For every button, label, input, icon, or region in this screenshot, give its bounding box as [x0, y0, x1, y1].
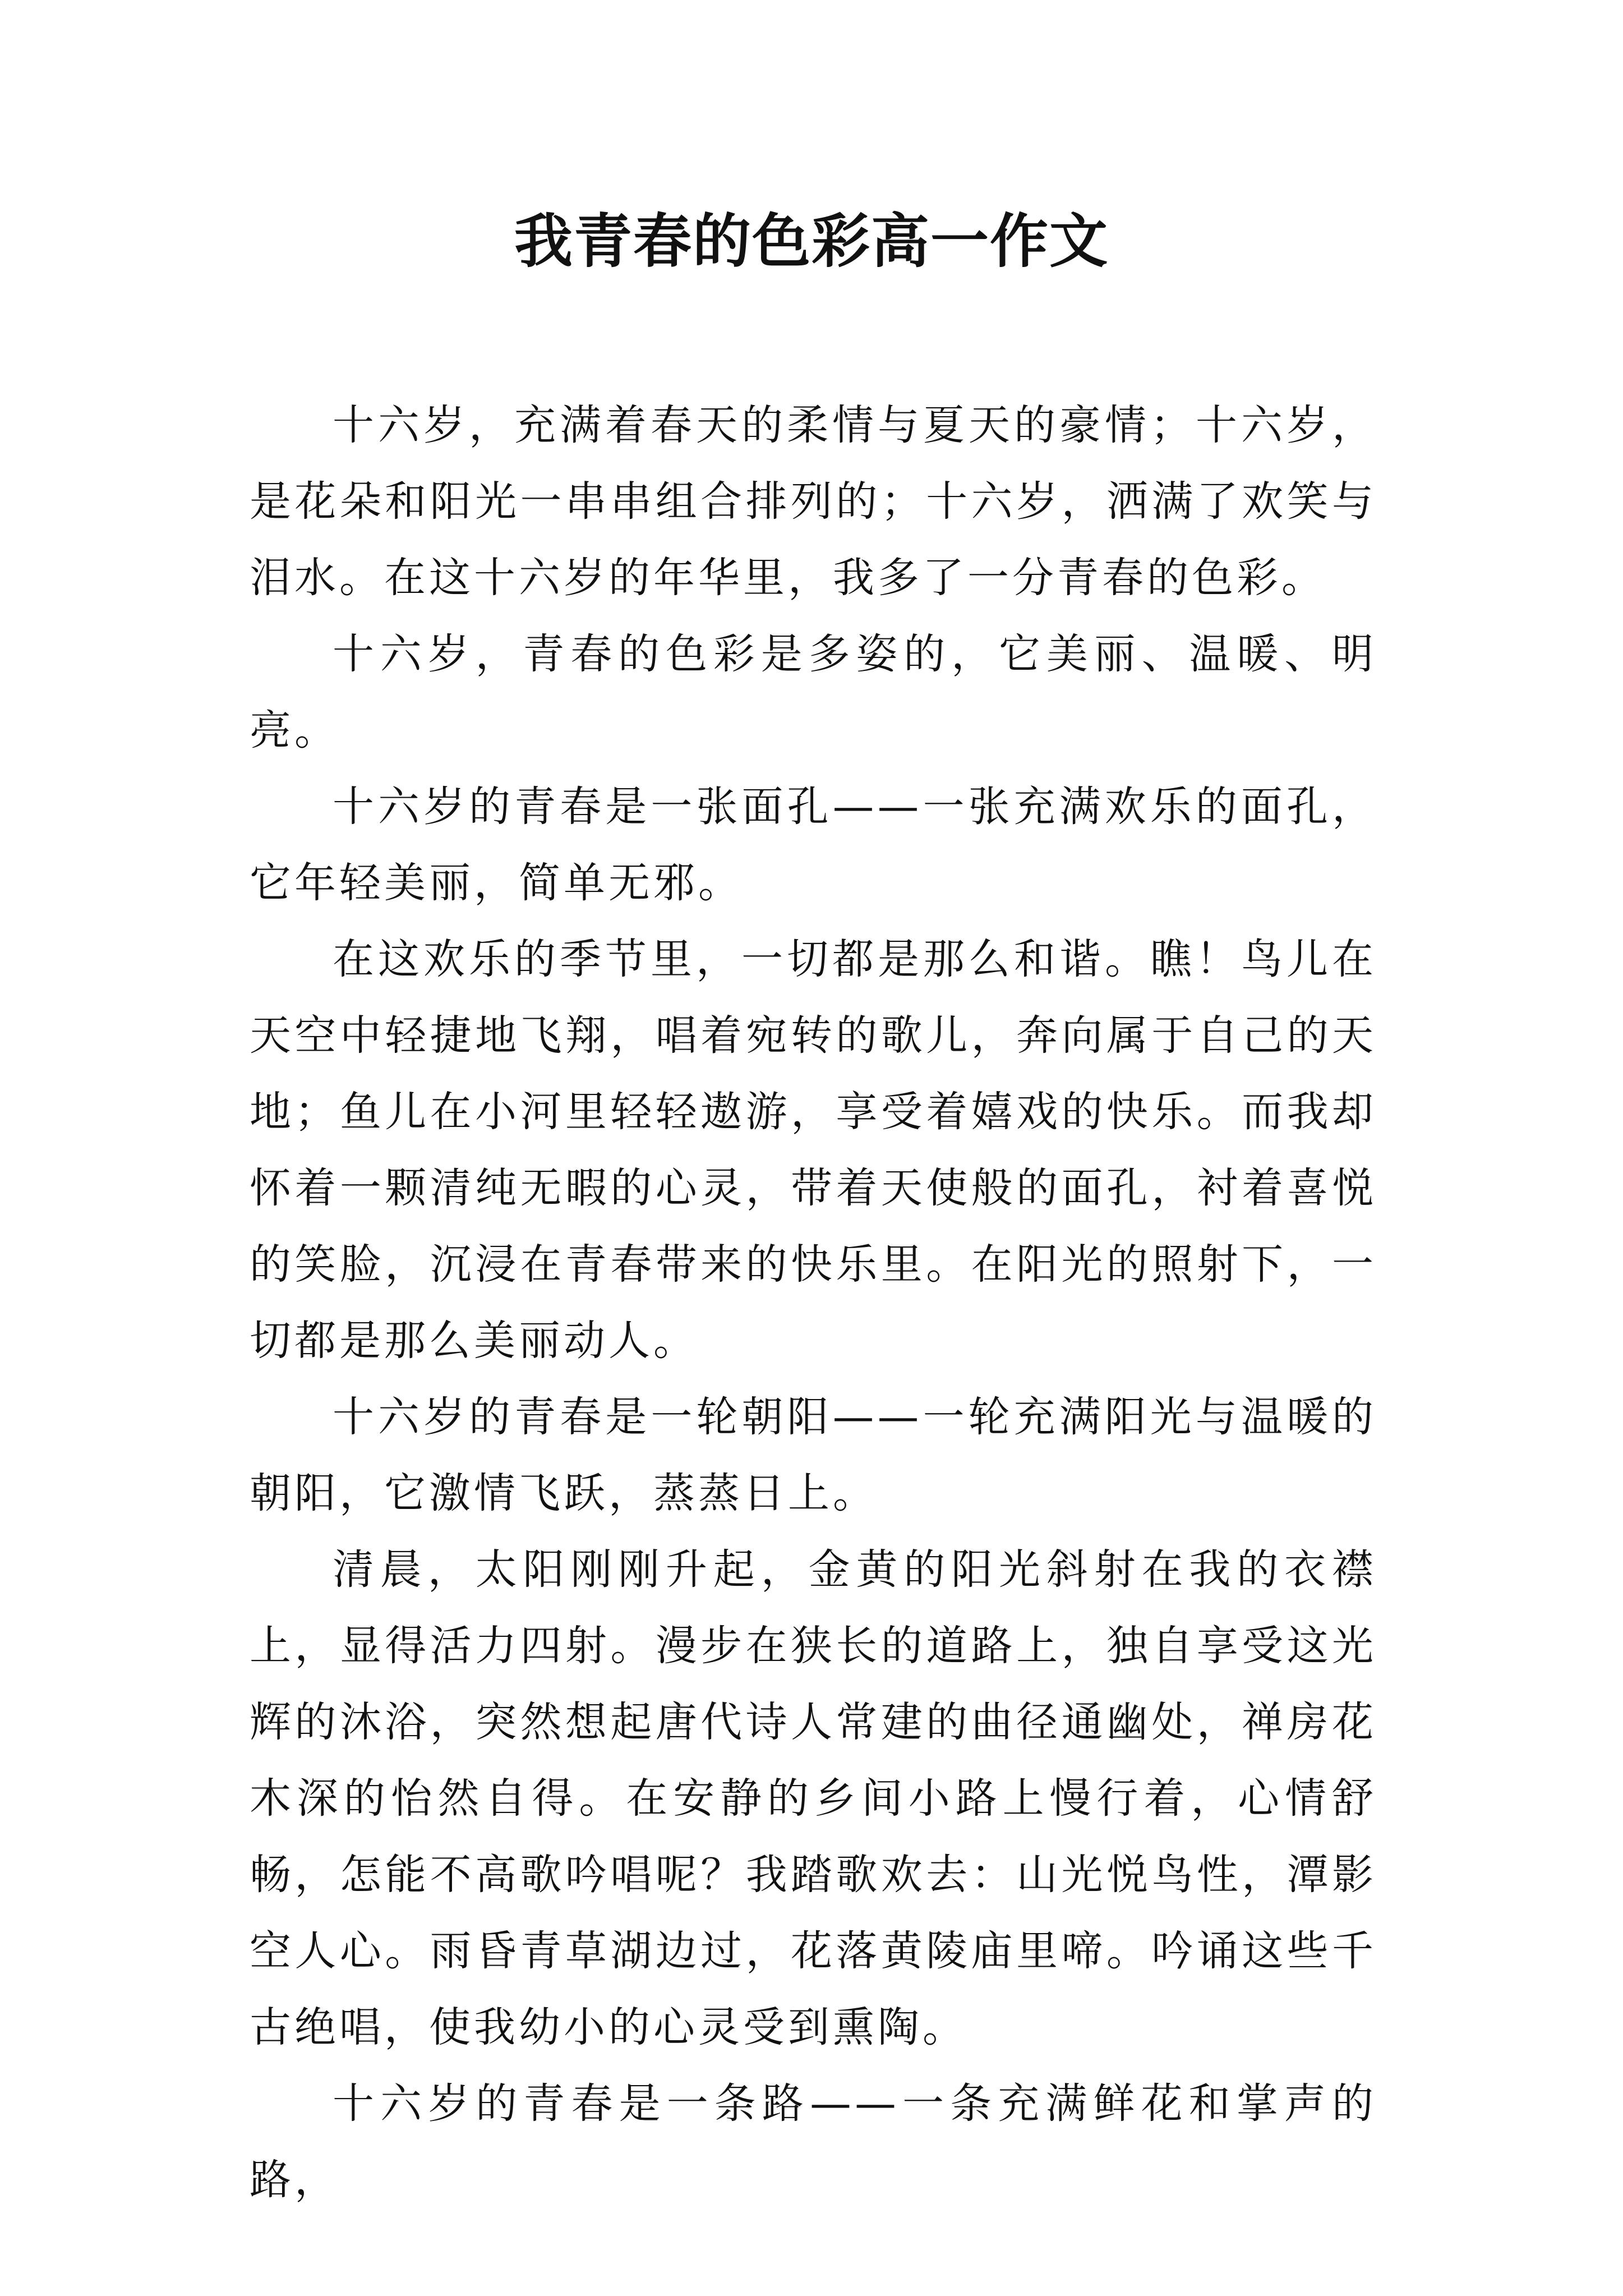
paragraph-7: 十六岁的青春是一条路——一条充满鲜花和掌声的路，: [250, 2079, 1377, 2204]
document-body: [250, 387, 1377, 2218]
paragraph-5: 十六岁的青春是一轮朝阳——一轮充满阳光与温暖的朝阳，它激情飞跃，蒸蒸日上。: [250, 1393, 1377, 1517]
paragraph-6: 清晨，太阳刚刚升起，金黄的阳光斜射在我的衣襟上，显得活力四射。漫步在狭长的道路上，独自享受这光辉的沐浴，突然想起唐代诗人常建的曲径通幽处，禅房花木深的怡然自得。在安静的乡间小路上慢行着，心情舒畅，怎能不高歌吟唱呢？我踏歌欢去：山光悦鸟性，潭影空人心。雨昏青草湖边过，花落黄陵庙里啼。吟诵这些千古绝唱，使我幼小的心灵受到熏陶。: [250, 1545, 1377, 2051]
paragraph-2: 十六岁，青春的色彩是多姿的，它美丽、温暖、明亮。: [250, 630, 1377, 754]
paragraph-4: 在这欢乐的季节里，一切都是那么和谐。瞧！鸟儿在天空中轻捷地飞翔，唱着宛转的歌儿，奔向属于自己的天地；鱼儿在小河里轻轻遨游，享受着嬉戏的快乐。而我却怀着一颗清纯无暇的心灵，带着天使般的面孔，衬着喜悦的笑脸，沉浸在青春带来的快乐里。在阳光的照射下，一切都是那么美丽动人。: [250, 935, 1377, 1365]
paragraph-3: 十六岁的青春是一张面孔——一张充满欢乐的面孔，它年轻美丽，简单无邪。: [250, 783, 1377, 907]
paragraph-1: 十六岁，充满着春天的柔情与夏天的豪情；十六岁，是花朵和阳光一串串组合排列的；十六岁，洒满了欢笑与泪水。在这十六岁的年华里，我多了一分青春的色彩。: [250, 401, 1377, 602]
document-title: 我青春的色彩高一作文: [514, 206, 1109, 275]
